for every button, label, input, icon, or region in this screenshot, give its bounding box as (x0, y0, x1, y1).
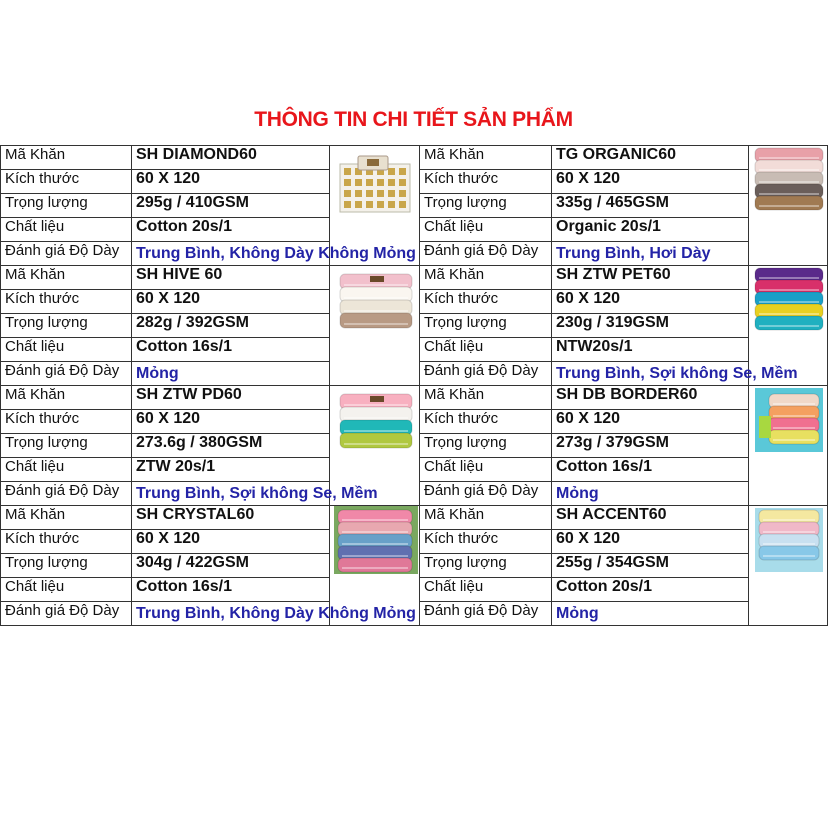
towel-stack-image (334, 506, 418, 576)
product-rating-value: Trung Bình, Hơi Dày (552, 242, 749, 266)
material-label: Chất liệu (420, 218, 552, 242)
product-material-value: NTW20s/1 (552, 338, 749, 362)
product-rating-value: Trung Bình, Sợi không Se, Mềm (132, 482, 330, 506)
code-label: Mã Khăn (420, 266, 552, 290)
rating-label: Đánh giá Độ Dày (1, 482, 132, 506)
product-weight-value: 335g / 465GSM (552, 194, 749, 218)
product-code-value: SH ZTW PET60 (552, 266, 749, 290)
product-size-value: 60 X 120 (132, 530, 330, 554)
material-label: Chất liệu (1, 218, 132, 242)
weight-label: Trọng lượng (420, 314, 552, 338)
towel-stack-image (753, 386, 827, 456)
size-label: Kích thước (420, 290, 552, 314)
spec-row-code (1, 386, 828, 410)
towel-photo (749, 386, 828, 506)
towel-photo (749, 146, 828, 266)
rating-label: Đánh giá Độ Dày (1, 242, 132, 266)
product-material-value: Cotton 16s/1 (132, 578, 330, 602)
weight-label: Trọng lượng (420, 194, 552, 218)
towel-stack-image (753, 146, 827, 216)
code-label: Mã Khăn (420, 146, 552, 170)
code-label: Mã Khăn (1, 506, 132, 530)
product-code-value: SH ZTW PD60 (132, 386, 330, 410)
material-label: Chất liệu (1, 578, 132, 602)
size-label: Kích thước (420, 410, 552, 434)
towel-stack-image (753, 266, 827, 336)
rating-label: Đánh giá Độ Dày (420, 242, 552, 266)
product-rating-value: Trung Bình, Không Dày Không Mỏng (132, 242, 330, 266)
product-size-value: 60 X 120 (132, 290, 330, 314)
product-size-value: 60 X 120 (552, 530, 749, 554)
product-material-value: ZTW 20s/1 (132, 458, 330, 482)
product-material-value: Cotton 20s/1 (552, 578, 749, 602)
product-rating-value: Trung Bình, Sợi không Se, Mềm (552, 362, 749, 386)
spec-row-code (1, 266, 828, 290)
product-weight-value: 230g / 319GSM (552, 314, 749, 338)
product-material-value: Organic 20s/1 (552, 218, 749, 242)
product-weight-value: 295g / 410GSM (132, 194, 330, 218)
product-rating-value: Mỏng (552, 482, 749, 506)
weight-label: Trọng lượng (1, 314, 132, 338)
product-weight-value: 282g / 392GSM (132, 314, 330, 338)
product-code-value: SH DIAMOND60 (132, 146, 330, 170)
weight-label: Trọng lượng (1, 434, 132, 458)
rating-label: Đánh giá Độ Dày (420, 362, 552, 386)
material-label: Chất liệu (420, 458, 552, 482)
code-label: Mã Khăn (1, 146, 132, 170)
towel-stack-image (753, 506, 827, 576)
product-material-value: Cotton 16s/1 (552, 458, 749, 482)
product-code-value: SH HIVE 60 (132, 266, 330, 290)
code-label: Mã Khăn (420, 386, 552, 410)
rating-label: Đánh giá Độ Dày (1, 602, 132, 626)
spec-row-rating (1, 602, 828, 626)
size-label: Kích thước (1, 170, 132, 194)
weight-label: Trọng lượng (420, 434, 552, 458)
product-weight-value: 273g / 379GSM (552, 434, 749, 458)
product-weight-value: 304g / 422GSM (132, 554, 330, 578)
product-code-value: SH ACCENT60 (552, 506, 749, 530)
size-label: Kích thước (1, 290, 132, 314)
spec-row-rating (1, 242, 828, 266)
weight-label: Trọng lượng (420, 554, 552, 578)
size-label: Kích thước (1, 530, 132, 554)
product-size-value: 60 X 120 (552, 170, 749, 194)
material-label: Chất liệu (420, 338, 552, 362)
product-material-value: Cotton 16s/1 (132, 338, 330, 362)
product-code-value: SH CRYSTAL60 (132, 506, 330, 530)
product-spec-table (0, 145, 828, 626)
size-label: Kích thước (1, 410, 132, 434)
rating-label: Đánh giá Độ Dày (420, 602, 552, 626)
spec-row-code (1, 506, 828, 530)
rating-label: Đánh giá Độ Dày (1, 362, 132, 386)
material-label: Chất liệu (420, 578, 552, 602)
product-size-value: 60 X 120 (132, 410, 330, 434)
towel-photo (330, 266, 420, 386)
towel-photo (749, 506, 828, 626)
product-material-value: Cotton 20s/1 (132, 218, 330, 242)
product-weight-value: 255g / 354GSM (552, 554, 749, 578)
size-label: Kích thước (420, 530, 552, 554)
size-label: Kích thước (420, 170, 552, 194)
spec-row-code (1, 146, 828, 170)
product-weight-value: 273.6g / 380GSM (132, 434, 330, 458)
product-rating-value: Trung Bình, Không Dày Không Mỏng (132, 602, 330, 626)
weight-label: Trọng lượng (1, 194, 132, 218)
material-label: Chất liệu (1, 338, 132, 362)
product-code-value: TG ORGANIC60 (552, 146, 749, 170)
code-label: Mã Khăn (1, 386, 132, 410)
product-code-value: SH DB BORDER60 (552, 386, 749, 410)
code-label: Mã Khăn (1, 266, 132, 290)
code-label: Mã Khăn (420, 506, 552, 530)
product-rating-value: Mỏng (552, 602, 749, 626)
product-size-value: 60 X 120 (132, 170, 330, 194)
weight-label: Trọng lượng (1, 554, 132, 578)
rating-label: Đánh giá Độ Dày (420, 482, 552, 506)
towel-stack-image (334, 386, 418, 456)
material-label: Chất liệu (1, 458, 132, 482)
product-size-value: 60 X 120 (552, 290, 749, 314)
page-title: THÔNG TIN CHI TIẾT SẢN PHẨM (254, 108, 573, 131)
towel-stack-image (334, 266, 418, 336)
towel-stack-image (334, 146, 418, 216)
product-rating-value: Mỏng (132, 362, 330, 386)
product-size-value: 60 X 120 (552, 410, 749, 434)
